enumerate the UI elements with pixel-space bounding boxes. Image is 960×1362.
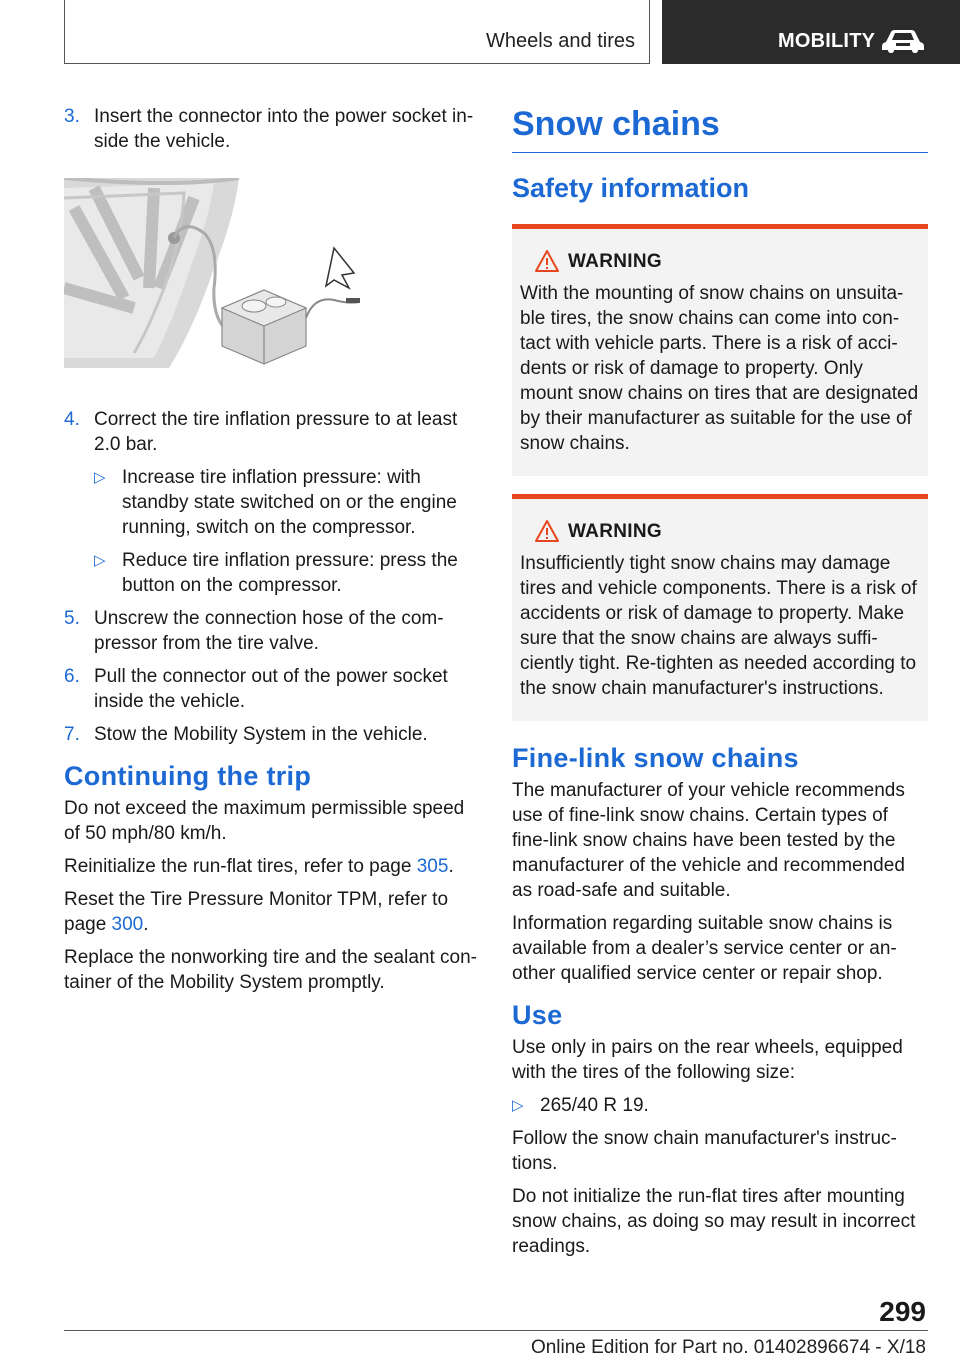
fine-link-heading: Fine-link snow chains (512, 743, 799, 773)
header-chapter-title: MOBILITY (778, 30, 876, 52)
header-section-tab (64, 0, 650, 64)
paragraph-text: Reset the Tire Pressure Monitor TPM, refer to page (64, 889, 449, 935)
paragraph-text: . (143, 914, 149, 935)
page-300-link[interactable]: 300 (111, 914, 144, 935)
step-number: 7. (64, 724, 80, 745)
step-text: Insert the connector into the power socket in‐side the vehicle. (94, 106, 474, 152)
warning-label: WARNING (568, 521, 662, 542)
snow-chains-title: Snow chains (512, 104, 928, 153)
car-icon (880, 28, 926, 54)
left-column (64, 104, 478, 1003)
continuing-paragraph-2 (64, 854, 478, 879)
triangle-bullet-icon: ▷ (94, 469, 106, 486)
step-4-sub-2 (64, 548, 478, 598)
safety-information-heading: Safety information (512, 173, 750, 203)
step-text: Unscrew the connection hose of the com‐pressor from the tire valve. (94, 608, 444, 654)
page-305-link[interactable]: 305 (416, 856, 449, 877)
tire-size-text: 265/40 R 19. (540, 1095, 649, 1116)
step-number: 5. (64, 608, 80, 629)
step-6 (64, 664, 478, 714)
sub-text: Reduce tire inflation pressure: press the button on the compressor. (122, 550, 458, 596)
continuing-paragraph-3 (64, 887, 478, 937)
step-number: 3. (64, 106, 80, 127)
step-4-sub-1 (64, 465, 478, 540)
header-section-title: Wheels and tires (486, 30, 635, 52)
footer-divider (64, 1330, 928, 1331)
use-paragraph-3: Do not initialize the run-flat tires after mounting snow chains, as doing so may result in incorrect readings. (512, 1186, 916, 1257)
step-text: Pull the connector out of the power socket inside the vehicle. (94, 666, 448, 712)
warning-text: With the mounting of snow chains on unsuita‐ble tires, the snow chains can come into con‐tact with vehicle parts. There is a risk of acci‐dents or risk of damage to property. Only mount snow chains on tires that are designated by their manufacturer as suitable for the use of snow chains. (520, 283, 919, 454)
step-4 (64, 407, 478, 457)
paragraph-text: . (448, 856, 454, 877)
right-column (512, 104, 928, 1267)
continuing-paragraph-1: Do not exceed the maximum permissible speed of 50 mph/80 km/h. (64, 798, 465, 844)
warning-triangle-icon (534, 249, 560, 273)
warning-header (520, 249, 920, 275)
step-number: 6. (64, 666, 80, 687)
page-number: 299 (879, 1296, 926, 1327)
triangle-bullet-icon: ▷ (512, 1097, 524, 1114)
step-5 (64, 606, 478, 656)
warning-text: Insufficiently tight snow chains may damage tires and vehicle components. There is a risk of accidents or risk of damage to property. Make sure that the snow chains are always suffi‐ciently tight. Re-tighten as needed according to the snow chain manufacturer's instructions. (520, 553, 917, 699)
use-paragraph-1: Use only in pairs on the rear wheels, equipped with the tires of the following size: (512, 1037, 903, 1083)
footer-edition: Online Edition for Part no. 01402896674 - X/18 (530, 1337, 926, 1358)
tire-size-item (512, 1093, 928, 1118)
step-text: Correct the tire inflation pressure to at least 2.0 bar. (94, 409, 458, 455)
use-paragraph-2: Follow the snow chain manufacturer's instruc‐tions. (512, 1128, 897, 1174)
fine-link-paragraph-1: The manufacturer of your vehicle recommends use of fine-link snow chains. Certain types of fine-link snow chains have been tested by the manufacturer of the vehicle and recommended as road-safe and suitable. (512, 780, 905, 901)
step-3 (64, 104, 478, 154)
warning-triangle-icon (534, 519, 560, 543)
sub-text: Increase tire inflation pressure: with standby state switched on or the engine running, switch on the compressor. (122, 467, 457, 538)
step-text: Stow the Mobility System in the vehicle. (94, 724, 428, 745)
triangle-bullet-icon: ▷ (94, 552, 106, 569)
step-number: 4. (64, 409, 80, 430)
paragraph-text: Reinitialize the run-flat tires, refer to page (64, 856, 417, 877)
use-heading: Use (512, 1000, 563, 1030)
compressor-illustration (64, 178, 374, 368)
warning-box-2 (512, 494, 928, 721)
warning-header (520, 519, 920, 545)
warning-label: WARNING (568, 251, 662, 272)
warning-box-1 (512, 224, 928, 476)
step-7 (64, 722, 478, 747)
continuing-trip-heading: Continuing the trip (64, 761, 312, 791)
continuing-paragraph-4: Replace the nonworking tire and the sealant con‐tainer of the Mobility System promptly. (64, 947, 477, 993)
fine-link-paragraph-2: Information regarding suitable snow chains is available from a dealer’s service center or an‐other qualified service center or repair shop. (512, 913, 897, 984)
